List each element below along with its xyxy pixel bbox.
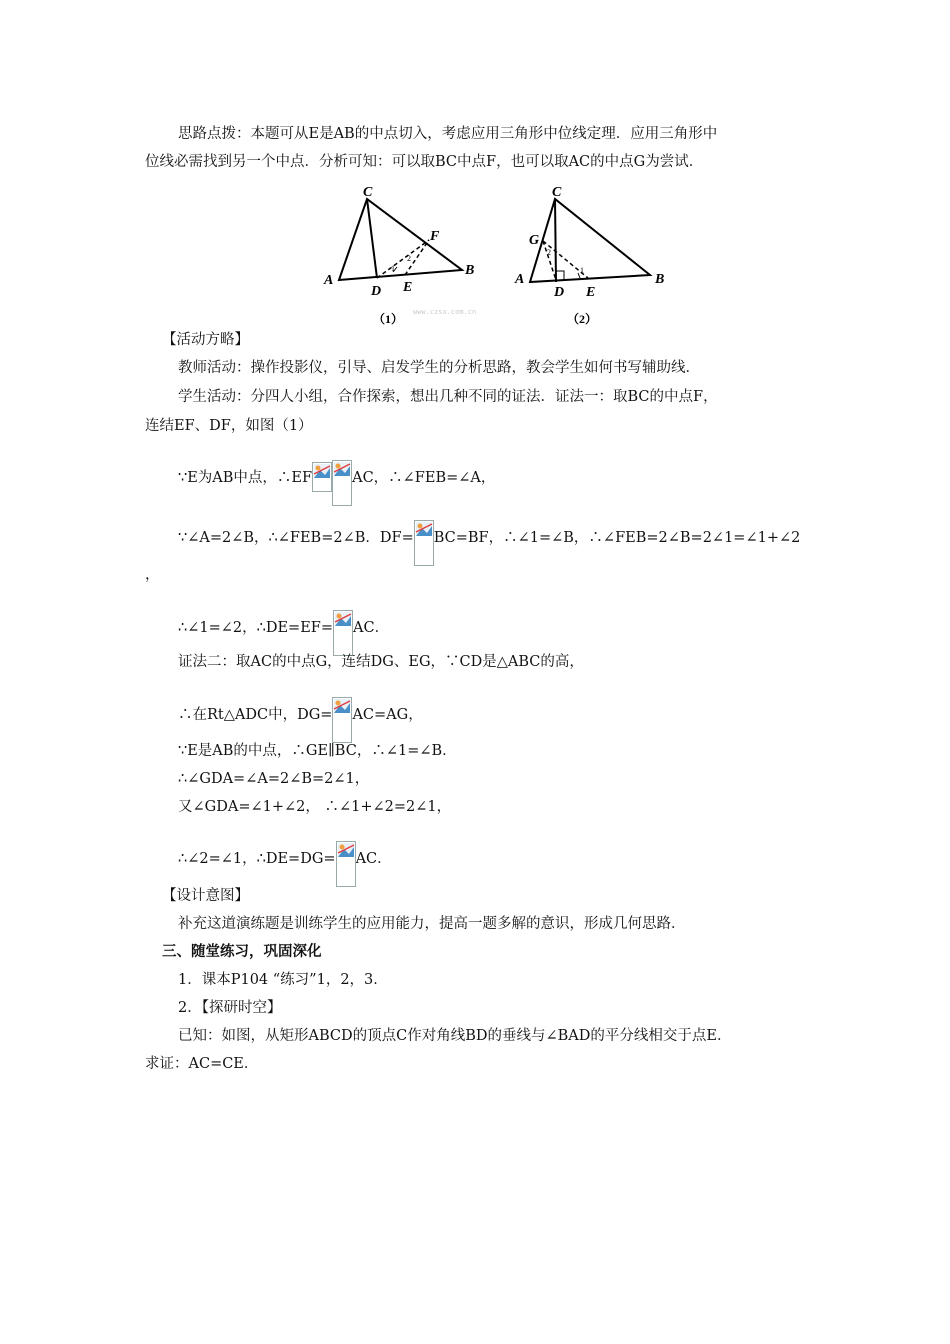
section3-item-2: 2．【探研时空】: [178, 1000, 282, 1016]
fig1-label-E: E: [403, 280, 413, 295]
proof2-line-2: [178, 697, 423, 743]
broken-image-icon: [332, 460, 352, 506]
fig2-label-C: C: [552, 185, 562, 200]
student-activity-2: 连结EF、DF，如图（1）: [145, 418, 313, 434]
fig2-label-G: G: [529, 233, 540, 248]
fig1-label-C: C: [363, 185, 373, 200]
activity-heading: 【活动方略】: [162, 332, 249, 348]
fig1-label-D: D: [371, 284, 382, 299]
proof2-line-6-a: ∴∠2=∠1，∴DE=DG=: [178, 851, 336, 867]
section3-known: 已知：如图，从矩形ABCD的顶点C作对角线BD的垂线与∠BAD的平分线相交于点E．: [178, 1028, 732, 1044]
proof2-line-3: ∵E是AB的中点，∴GE∥BC，∴∠1=∠B．: [178, 743, 457, 759]
broken-image-icon: [332, 697, 352, 743]
intro-line-2: 位线必需找到另一个中点．分析可知：可以取BC中点F，也可以取AC的中点G为尝试．: [145, 154, 704, 170]
fig2-label-2: 2: [547, 248, 551, 257]
proof1-line-3: [178, 610, 389, 656]
fig1-label-F: F: [430, 229, 440, 244]
design-heading: 【设计意图】: [162, 888, 249, 904]
proof2-line-6-b: AC．: [355, 851, 392, 867]
fig1-label-B: B: [465, 263, 475, 278]
proof2-line-1: 证法二：取AC的中点G，连结DG、EG，∵CD是△ABC的高，: [178, 654, 584, 670]
design-text: 补充这道演练题是训练学生的应用能力，提高一题多解的意识，形成几何思路．: [178, 916, 686, 932]
teacher-activity: 教师活动：操作投影仪，引导、启发学生的分析思路，教会学生如何书写辅助线．: [178, 360, 700, 376]
fig2-label-E: E: [586, 285, 596, 300]
figure-2-diagram: [510, 185, 680, 330]
fig1-label-1: 1: [391, 264, 395, 273]
proof2-line-2-b: AC=AG，: [352, 707, 423, 723]
proof2-line-2-a: ∴在Rt△ADC中，DG=: [178, 707, 333, 723]
section3-item-1: 1．课本P104 “练习”1，2，3．: [178, 972, 388, 988]
watermark: www.czsx.com.cn: [413, 308, 477, 316]
proof1-line-3-a: ∴∠1=∠2，∴DE=EF=: [178, 620, 334, 636]
fig2-caption: （2）: [567, 312, 598, 326]
student-activity-1: 学生活动：分四人小组，合作探索，想出几种不同的证法．证法一：取BC的中点F，: [178, 389, 718, 405]
proof1-line-2-tail: ，: [145, 567, 160, 583]
figure-1-diagram: [315, 185, 515, 330]
broken-image-icon: [414, 520, 434, 566]
fig1-label-2: 2: [407, 254, 411, 263]
proof2-line-5: 又∠GDA=∠1+∠2， ∴∠1+∠2=2∠1，: [178, 799, 452, 815]
proof1-line-2-a: ∵∠A=2∠B，∴∠FEB=2∠B．DF=: [178, 530, 414, 546]
fig2-label-D: D: [554, 285, 565, 300]
proof2-line-4: ∴∠GDA=∠A=2∠B=2∠1，: [178, 771, 370, 787]
fig1-caption: （1）: [373, 312, 404, 326]
proof1-line-3-b: AC．: [353, 620, 390, 636]
fig2-label-B: B: [655, 272, 665, 287]
fig2-label-A: A: [515, 272, 525, 287]
fig2-label-1: 1: [580, 266, 584, 275]
proof2-line-6: [178, 841, 392, 887]
proof1-line-2-b: BC=BF，∴∠1=∠B，∴∠FEB=2∠B=2∠1=∠1+∠2: [433, 530, 801, 546]
proof1-line-2: [178, 520, 800, 566]
section3-heading: 三、随堂练习，巩固深化: [162, 944, 322, 960]
proof1-line-1-a: ∵E为AB中点，∴EF: [178, 470, 313, 486]
proof1-line-1-b: AC，∴∠FEB=∠A，: [352, 470, 496, 486]
fig1-label-A: A: [324, 273, 334, 288]
broken-image-icon: [336, 841, 356, 887]
proof1-line-1: [178, 460, 495, 506]
intro-line-1: 思路点拨：本题可从E是AB的中点切入，考虑应用三角形中位线定理．应用三角形中: [178, 126, 718, 142]
section3-prove: 求证：AC=CE．: [145, 1056, 259, 1072]
broken-image-icon: [333, 610, 353, 656]
broken-image-icon: [312, 462, 332, 492]
